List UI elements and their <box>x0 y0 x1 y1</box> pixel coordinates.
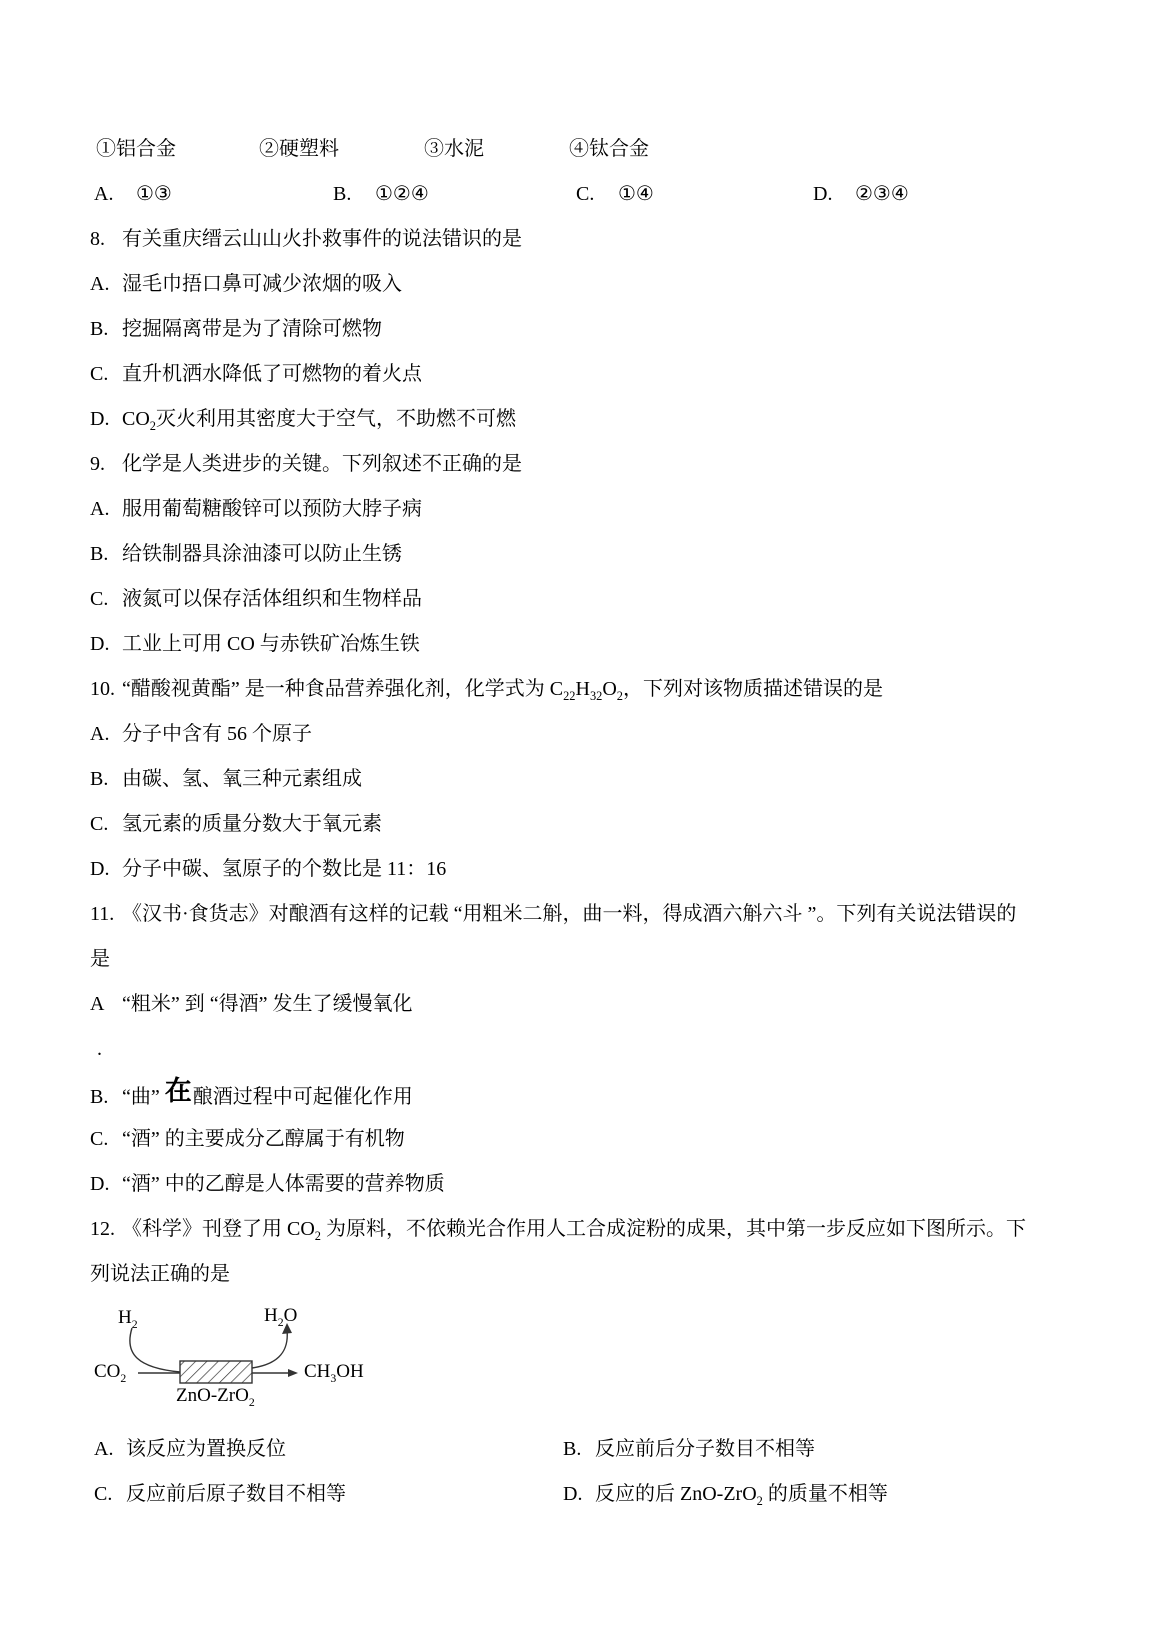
q12-options-row2 <box>90 1481 1068 1526</box>
h2o-outflow-curve <box>252 1330 287 1368</box>
q12-option-b: B. 反应前后分子数目不相等 <box>563 1438 815 1460</box>
q9-title: 9. 化学是人类进步的关键。下列叙述不正确的是 <box>90 453 522 475</box>
choice-a: A. ①③ <box>94 183 172 205</box>
q12-title-line2: 列说法正确的是 <box>90 1263 230 1285</box>
q11-option-a-period: . <box>97 1038 102 1060</box>
q10-option-c: C. 氢元素的质量分数大于氧元素 <box>90 813 382 835</box>
q12-option-c: C. 反应前后原子数目不相等 <box>94 1483 346 1505</box>
q8-option-a: A. 湿毛巾捂口鼻可减少浓烟的吸入 <box>90 273 402 295</box>
co2-label: $CO_2$ <box>94 1361 127 1385</box>
q10-option-d: D. 分子中碳、氢原子的个数比是 11：16 <box>90 858 447 880</box>
q12-title-line1: 12. 《科学》刊登了用 $CO_2$ 为原料，不依赖光合作用人工合成淀粉的成果，其中第一步反应如下图所示。下 <box>90 1218 1026 1243</box>
q11-title-line2: 是 <box>90 948 110 970</box>
catalyst-label: ZnO-ZrO$_2$ <box>176 1385 255 1409</box>
h2o-label: $H_2O$ <box>264 1305 298 1329</box>
catalyst-box <box>180 1361 252 1383</box>
h2-label: $H_2$ <box>118 1307 138 1331</box>
material-option-3: ③水泥 <box>424 138 484 160</box>
q12-options-row1 <box>90 1436 1068 1481</box>
q8-option-c: C. 直升机洒水降低了可燃物的着火点 <box>90 363 422 385</box>
reaction-diagram <box>92 1306 1068 1436</box>
q8-option-b: B. 挖掘隔离带是为了清除可燃物 <box>90 318 382 340</box>
q12-option-d: D. 反应的后 ZnO-ZrO$_2$ 的质量不相等 <box>563 1483 888 1508</box>
ch3oh-label: $CH_3OH$ <box>304 1361 364 1385</box>
h2-inflow-curve <box>130 1328 180 1372</box>
q9-option-c: C. 液氮可以保存活体组织和生物样品 <box>90 588 422 610</box>
bold-zai-character: 在 <box>164 1076 192 1106</box>
q11-option-d: D. “酒” 中的乙醇是人体需要的营养物质 <box>90 1173 445 1195</box>
material-option-1: ①铝合金 <box>96 138 176 160</box>
material-option-4: ④钛合金 <box>569 138 649 160</box>
product-arrowhead <box>288 1369 298 1377</box>
q11-option-a: A “粗米” 到 “得酒” 发生了缓慢氧化 <box>90 993 413 1015</box>
q11-option-b: B. “曲” 在酿酒过程中可起催化作用 <box>90 1076 413 1108</box>
q10-title: 10. “醋酸视黄酯” 是一种食品营养强化剂，化学式为 $C_{22}H_{32}O_2$，下列对该物质描述错误的是 <box>90 678 883 703</box>
q12-option-a: A. 该反应为置换反位 <box>94 1438 286 1460</box>
q9-option-b: B. 给铁制器具涂油漆可以防止生锈 <box>90 543 402 565</box>
q10-option-a: A. 分子中含有 56 个原子 <box>90 723 312 745</box>
q9-option-d: D. 工业上可用 CO 与赤铁矿冶炼生铁 <box>90 633 420 655</box>
material-option-2: ②硬塑料 <box>259 138 339 160</box>
answer-choices-row <box>90 181 1068 226</box>
q10-option-b: B. 由碳、氢、氧三种元素组成 <box>90 768 362 790</box>
q11-option-c: C. “酒” 的主要成分乙醇属于有机物 <box>90 1128 405 1150</box>
q9-option-a: A. 服用葡萄糖酸锌可以预防大脖子病 <box>90 498 422 520</box>
choice-d: D. ②③④ <box>813 183 909 205</box>
q11-title-line1: 11. 《汉书·食货志》对酿酒有这样的记载 “用粗米二斛，曲一料，得成酒六斛六斗 ”。下列有关说法错误的 <box>90 903 1017 925</box>
q8-option-d: D. $CO_2$灭火利用其密度大于空气，不助燃不可燃 <box>90 408 516 433</box>
choice-b: B. ①②④ <box>333 183 429 205</box>
q8-title: 8. 有关重庆缙云山山火扑救事件的说法错识的是 <box>90 228 522 250</box>
choice-c: C. ①④ <box>576 183 654 205</box>
materials-options-row <box>90 136 1068 181</box>
